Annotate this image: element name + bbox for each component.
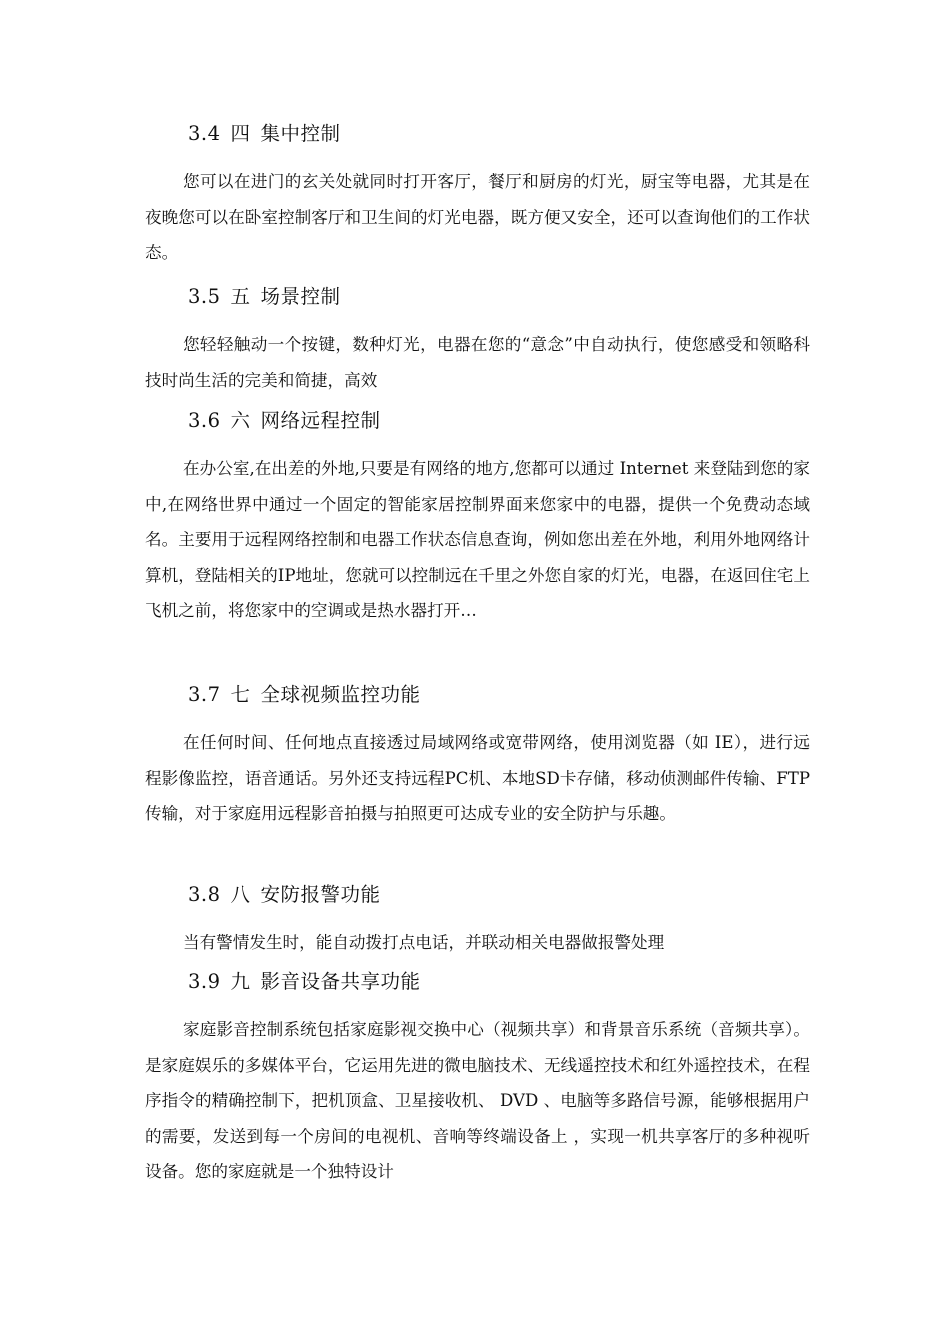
- section-heading-3-4: [188, 120, 341, 148]
- section-number: 3.5: [188, 285, 221, 308]
- section-ordinal: 六: [230, 409, 251, 432]
- section-body-3-9: 家庭影音控制系统包括家庭影视交换中心（视频共享）和背景音乐系统（音频共享）。是家庭娱乐的多媒体平台，它运用先进的微电脑技术、无线遥控技术和红外遥控技术，在程序指令的精确控制下，把机顶盒、卫星接收机、 DVD 、电脑等多路信号源，能够根据用户的需要，发送到每一个房间的电视机、音响等终端设备上 ，实现一机共享客厅的多种视听设备。您的家庭就是一个独特设计: [145, 1020, 810, 1181]
- section-body-3-6: 在办公室,在出差的外地,只要是有网络的地方,您都可以通过 Internet 来登陆到您的家中,在网络世界中通过一个固定的智能家居控制界面来您家中的电器，提供一个免费动态域名。主要用于远程网络控制和电器工作状态信息查询，例如您出差在外地，利用外地网络计算机，登陆相关的IP地址，您就可以控制远在千里之外您自家的灯光，电器，在返回住宅上飞机之前，将您家中的空调或是热水器打开…: [145, 459, 810, 620]
- section-body-3-7: 在任何时间、任何地点直接透过局域网络或宽带网络，使用浏览器（如 IE），进行远程影像监控，语音通话。另外还支持远程PC机、本地SD卡存储，移动侦测邮件传输、FTP传输，对于家庭用远程影音拍摄与拍照更可达成专业的安全防护与乐趣。: [145, 733, 810, 823]
- section-ordinal: 四: [230, 122, 251, 145]
- section-number: 3.6: [188, 409, 221, 432]
- section-title: 影音设备共享功能: [260, 970, 421, 993]
- section-heading-3-8: [188, 881, 381, 909]
- section-ordinal: 七: [230, 683, 251, 706]
- section-body-3-4: 您可以在进门的玄关处就同时打开客厅，餐厅和厨房的灯光，厨宝等电器，尤其是在夜晚您可以在卧室控制客厅和卫生间的灯光电器，既方便又安全，还可以查询他们的工作状态。: [145, 172, 810, 262]
- section-number: 3.7: [188, 683, 221, 706]
- section-ordinal: 五: [230, 285, 251, 308]
- section-number: 3.4: [188, 122, 221, 145]
- section-title: 全球视频监控功能: [260, 683, 421, 706]
- section-ordinal: 八: [230, 883, 251, 906]
- section-body-3-5: 您轻轻触动一个按键，数种灯光，电器在您的“意念”中自动执行，使您感受和领略科技时尚生活的完美和简捷，高效: [145, 335, 810, 390]
- section-heading-3-7: [188, 681, 421, 709]
- section-heading-3-9: [188, 968, 421, 996]
- section-title: 集中控制: [260, 122, 341, 145]
- section-title: 场景控制: [260, 285, 341, 308]
- section-ordinal: 九: [230, 970, 251, 993]
- section-heading-3-5: [188, 283, 341, 311]
- section-body-3-8: 当有警情发生时，能自动拨打点电话，并联动相关电器做报警处理: [183, 933, 665, 952]
- section-title: 网络远程控制: [260, 409, 381, 432]
- section-heading-3-6: [188, 407, 381, 435]
- section-title: 安防报警功能: [260, 883, 381, 906]
- section-number: 3.9: [188, 970, 221, 993]
- section-number: 3.8: [188, 883, 221, 906]
